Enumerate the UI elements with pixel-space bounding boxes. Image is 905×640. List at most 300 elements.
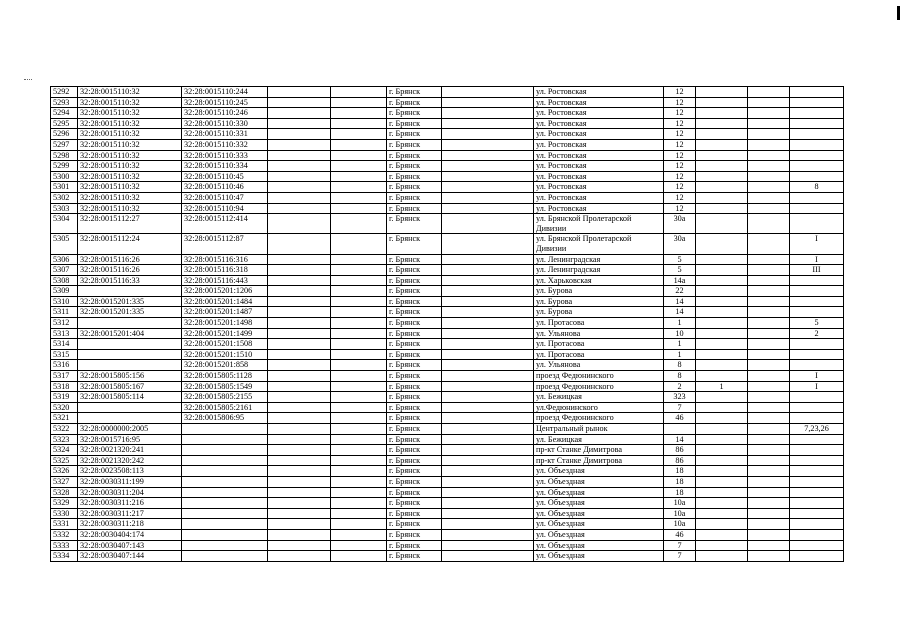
cell-object-cadastral-number: 32:28:0015110:246 bbox=[182, 108, 268, 119]
cell-street: ул. Бурова bbox=[534, 286, 664, 297]
cell-building bbox=[696, 286, 748, 297]
cell-street: ул.Федюнинского bbox=[534, 402, 664, 413]
cell-object-cadastral-number bbox=[182, 529, 268, 540]
cell-row-number: 5298 bbox=[51, 150, 78, 161]
cell-blank-col-4 bbox=[268, 139, 331, 150]
cell-row-number: 5320 bbox=[51, 402, 78, 413]
cell-street: ул. Объездная bbox=[534, 466, 664, 477]
cell-house-number: 2 bbox=[664, 381, 696, 392]
cell-object-cadastral-number bbox=[182, 508, 268, 519]
cell-blank-col-4 bbox=[268, 108, 331, 119]
cell-land-cadastral-number bbox=[78, 360, 182, 371]
cell-house-number: 30а bbox=[664, 234, 696, 254]
cell-land-cadastral-number: 32:28:0030311:204 bbox=[78, 487, 182, 498]
cell-premises bbox=[790, 551, 844, 562]
cell-blank-col-4 bbox=[268, 371, 331, 382]
cell-building bbox=[696, 424, 748, 435]
cell-city: г. Брянск bbox=[387, 286, 442, 297]
cell-street: ул. Бурова bbox=[534, 296, 664, 307]
cell-city: г. Брянск bbox=[387, 540, 442, 551]
cell-blank-col-5 bbox=[331, 87, 387, 98]
cell-premises bbox=[790, 214, 844, 234]
cell-blank-col-11 bbox=[748, 476, 790, 487]
cell-object-cadastral-number: 32:28:0015110:332 bbox=[182, 139, 268, 150]
cell-blank-col-11 bbox=[748, 487, 790, 498]
cell-city: г. Брянск bbox=[387, 455, 442, 466]
cell-house-number: 5 bbox=[664, 265, 696, 276]
cell-blank-col-4 bbox=[268, 434, 331, 445]
cell-blank-col-11 bbox=[748, 182, 790, 193]
table-row bbox=[51, 349, 844, 360]
table-row bbox=[51, 508, 844, 519]
cell-blank-col-7 bbox=[442, 182, 534, 193]
cell-city: г. Брянск bbox=[387, 466, 442, 477]
cell-blank-col-11 bbox=[748, 424, 790, 435]
cell-building bbox=[696, 434, 748, 445]
cell-blank-col-7 bbox=[442, 254, 534, 265]
cell-land-cadastral-number: 32:28:0015112:24 bbox=[78, 234, 182, 254]
cell-city: г. Брянск bbox=[387, 108, 442, 119]
cell-blank-col-5 bbox=[331, 445, 387, 456]
cell-object-cadastral-number bbox=[182, 551, 268, 562]
cell-land-cadastral-number bbox=[78, 402, 182, 413]
cell-land-cadastral-number: 32:28:0015110:32 bbox=[78, 118, 182, 129]
cell-object-cadastral-number: 32:28:0015110:45 bbox=[182, 171, 268, 182]
cell-blank-col-11 bbox=[748, 371, 790, 382]
cell-premises bbox=[790, 466, 844, 477]
cell-blank-col-11 bbox=[748, 455, 790, 466]
cell-premises: 2 bbox=[790, 328, 844, 339]
cell-street: ул. Протасова bbox=[534, 349, 664, 360]
cell-blank-col-5 bbox=[331, 318, 387, 329]
cell-blank-col-11 bbox=[748, 519, 790, 530]
cell-row-number: 5319 bbox=[51, 392, 78, 403]
cell-street: ул. Ростовская bbox=[534, 161, 664, 172]
cell-building: 1 bbox=[696, 381, 748, 392]
cell-land-cadastral-number: 32:28:0015110:32 bbox=[78, 108, 182, 119]
table-row bbox=[51, 265, 844, 276]
cell-house-number: 12 bbox=[664, 171, 696, 182]
cell-premises bbox=[790, 161, 844, 172]
cell-premises bbox=[790, 413, 844, 424]
cell-house-number: 8 bbox=[664, 371, 696, 382]
cell-object-cadastral-number: 32:28:0015116:443 bbox=[182, 275, 268, 286]
cell-blank-col-5 bbox=[331, 129, 387, 140]
cell-blank-col-4 bbox=[268, 182, 331, 193]
cell-blank-col-5 bbox=[331, 339, 387, 350]
cell-blank-col-4 bbox=[268, 498, 331, 509]
table-row bbox=[51, 540, 844, 551]
cell-blank-col-11 bbox=[748, 339, 790, 350]
cell-blank-col-4 bbox=[268, 413, 331, 424]
cell-street: ул. Ростовская bbox=[534, 203, 664, 214]
cell-row-number: 5326 bbox=[51, 466, 78, 477]
cell-building bbox=[696, 498, 748, 509]
cell-land-cadastral-number: 32:28:0015805:114 bbox=[78, 392, 182, 403]
cell-building bbox=[696, 171, 748, 182]
cell-building bbox=[696, 97, 748, 108]
cell-building bbox=[696, 476, 748, 487]
cell-object-cadastral-number: 32:28:0015110:47 bbox=[182, 192, 268, 203]
cell-house-number: 12 bbox=[664, 182, 696, 193]
cell-house-number: 18 bbox=[664, 466, 696, 477]
cell-blank-col-5 bbox=[331, 360, 387, 371]
cell-city: г. Брянск bbox=[387, 139, 442, 150]
table-row bbox=[51, 182, 844, 193]
cell-row-number: 5310 bbox=[51, 296, 78, 307]
cell-blank-col-4 bbox=[268, 265, 331, 276]
cell-premises bbox=[790, 392, 844, 403]
cell-city: г. Брянск bbox=[387, 97, 442, 108]
cell-row-number: 5324 bbox=[51, 445, 78, 456]
cell-blank-col-11 bbox=[748, 214, 790, 234]
cell-premises: 7,23,26 bbox=[790, 424, 844, 435]
cell-blank-col-11 bbox=[748, 139, 790, 150]
cell-row-number: 5293 bbox=[51, 97, 78, 108]
cell-building bbox=[696, 265, 748, 276]
cell-blank-col-11 bbox=[748, 150, 790, 161]
cell-land-cadastral-number bbox=[78, 413, 182, 424]
cell-row-number: 5309 bbox=[51, 286, 78, 297]
cell-object-cadastral-number bbox=[182, 519, 268, 530]
cell-street: ул. Ленинградская bbox=[534, 265, 664, 276]
cell-city: г. Брянск bbox=[387, 171, 442, 182]
cell-premises bbox=[790, 529, 844, 540]
cell-building bbox=[696, 192, 748, 203]
cell-city: г. Брянск bbox=[387, 487, 442, 498]
cell-blank-col-4 bbox=[268, 286, 331, 297]
cell-blank-col-5 bbox=[331, 392, 387, 403]
cell-row-number: 5292 bbox=[51, 87, 78, 98]
cell-blank-col-7 bbox=[442, 203, 534, 214]
cell-blank-col-11 bbox=[748, 328, 790, 339]
cell-building bbox=[696, 296, 748, 307]
cell-row-number: 5333 bbox=[51, 540, 78, 551]
cell-city: г. Брянск bbox=[387, 296, 442, 307]
cell-blank-col-5 bbox=[331, 434, 387, 445]
cell-object-cadastral-number: 32:28:0015201:1499 bbox=[182, 328, 268, 339]
cell-premises bbox=[790, 139, 844, 150]
cell-building bbox=[696, 445, 748, 456]
table-row bbox=[51, 118, 844, 129]
cell-object-cadastral-number: 32:28:0015201:1508 bbox=[182, 339, 268, 350]
cell-blank-col-4 bbox=[268, 445, 331, 456]
cell-row-number: 5329 bbox=[51, 498, 78, 509]
cell-city: г. Брянск bbox=[387, 150, 442, 161]
table-row bbox=[51, 381, 844, 392]
cell-premises bbox=[790, 434, 844, 445]
cell-premises bbox=[790, 487, 844, 498]
cell-house-number: 46 bbox=[664, 529, 696, 540]
cell-blank-col-7 bbox=[442, 508, 534, 519]
cell-object-cadastral-number: 32:28:0015110:46 bbox=[182, 182, 268, 193]
cell-blank-col-7 bbox=[442, 296, 534, 307]
cell-blank-col-4 bbox=[268, 476, 331, 487]
cell-street: пр-кт Станке Димитрова bbox=[534, 445, 664, 456]
cell-blank-col-5 bbox=[331, 519, 387, 530]
cell-blank-col-7 bbox=[442, 392, 534, 403]
cell-blank-col-7 bbox=[442, 455, 534, 466]
page-edge-mark bbox=[897, 6, 900, 20]
cell-house-number: 18 bbox=[664, 476, 696, 487]
cell-house-number: 10а bbox=[664, 519, 696, 530]
table-row bbox=[51, 402, 844, 413]
cell-street: ул. Ростовская bbox=[534, 129, 664, 140]
cell-blank-col-5 bbox=[331, 487, 387, 498]
cell-blank-col-7 bbox=[442, 118, 534, 129]
cell-blank-col-5 bbox=[331, 466, 387, 477]
cell-blank-col-4 bbox=[268, 318, 331, 329]
cell-blank-col-11 bbox=[748, 381, 790, 392]
table-row bbox=[51, 275, 844, 286]
cell-blank-col-7 bbox=[442, 381, 534, 392]
cell-city: г. Брянск bbox=[387, 307, 442, 318]
cell-house-number: 5 bbox=[664, 254, 696, 265]
cell-blank-col-11 bbox=[748, 286, 790, 297]
cell-blank-col-5 bbox=[331, 498, 387, 509]
cell-blank-col-11 bbox=[748, 161, 790, 172]
cell-house-number: 14 bbox=[664, 434, 696, 445]
cell-blank-col-7 bbox=[442, 275, 534, 286]
cell-building bbox=[696, 392, 748, 403]
table-row bbox=[51, 487, 844, 498]
cell-blank-col-11 bbox=[748, 275, 790, 286]
cell-house-number: 12 bbox=[664, 203, 696, 214]
cell-land-cadastral-number: 32:28:0015805:156 bbox=[78, 371, 182, 382]
table-row bbox=[51, 286, 844, 297]
cell-building bbox=[696, 339, 748, 350]
cell-premises bbox=[790, 445, 844, 456]
cell-blank-col-5 bbox=[331, 97, 387, 108]
table-row bbox=[51, 234, 844, 254]
cell-city: г. Брянск bbox=[387, 551, 442, 562]
table-row bbox=[51, 129, 844, 140]
cell-city: г. Брянск bbox=[387, 360, 442, 371]
cell-premises bbox=[790, 286, 844, 297]
cell-row-number: 5312 bbox=[51, 318, 78, 329]
cell-premises bbox=[790, 508, 844, 519]
table-row bbox=[51, 466, 844, 477]
cell-street: ул. Объездная bbox=[534, 508, 664, 519]
cell-premises: I bbox=[790, 381, 844, 392]
cell-street: ул. Ростовская bbox=[534, 139, 664, 150]
cell-blank-col-5 bbox=[331, 349, 387, 360]
cell-object-cadastral-number bbox=[182, 455, 268, 466]
cell-object-cadastral-number: 32:28:0015201:1498 bbox=[182, 318, 268, 329]
cell-city: г. Брянск bbox=[387, 413, 442, 424]
cell-blank-col-11 bbox=[748, 360, 790, 371]
cell-city: г. Брянск bbox=[387, 129, 442, 140]
cell-object-cadastral-number bbox=[182, 434, 268, 445]
cell-house-number: 86 bbox=[664, 455, 696, 466]
cell-blank-col-11 bbox=[748, 265, 790, 276]
table-row bbox=[51, 296, 844, 307]
cell-blank-col-4 bbox=[268, 328, 331, 339]
cell-blank-col-11 bbox=[748, 129, 790, 140]
cell-land-cadastral-number: 32:28:0015110:32 bbox=[78, 87, 182, 98]
cell-city: г. Брянск bbox=[387, 182, 442, 193]
cell-land-cadastral-number: 32:28:0015110:32 bbox=[78, 150, 182, 161]
cell-row-number: 5334 bbox=[51, 551, 78, 562]
table-row bbox=[51, 171, 844, 182]
cell-blank-col-11 bbox=[748, 349, 790, 360]
cell-blank-col-4 bbox=[268, 540, 331, 551]
cell-house-number: 8 bbox=[664, 360, 696, 371]
cell-street: ул. Ульянова bbox=[534, 328, 664, 339]
cell-blank-col-5 bbox=[331, 307, 387, 318]
cell-house-number: 7 bbox=[664, 540, 696, 551]
cell-building bbox=[696, 328, 748, 339]
cell-object-cadastral-number: 32:28:0015110:245 bbox=[182, 97, 268, 108]
cell-row-number: 5321 bbox=[51, 413, 78, 424]
cell-blank-col-5 bbox=[331, 529, 387, 540]
table-row bbox=[51, 87, 844, 98]
cell-blank-col-5 bbox=[331, 214, 387, 234]
table-row bbox=[51, 498, 844, 509]
cell-house-number: 30а bbox=[664, 214, 696, 234]
cell-house-number bbox=[664, 424, 696, 435]
cell-blank-col-4 bbox=[268, 203, 331, 214]
cell-blank-col-4 bbox=[268, 508, 331, 519]
table-row bbox=[51, 455, 844, 466]
cell-city: г. Брянск bbox=[387, 371, 442, 382]
cell-house-number: 12 bbox=[664, 161, 696, 172]
cell-building bbox=[696, 234, 748, 254]
table-row bbox=[51, 328, 844, 339]
cell-city: г. Брянск bbox=[387, 424, 442, 435]
cell-land-cadastral-number: 32:28:0030311:216 bbox=[78, 498, 182, 509]
scan-dots bbox=[24, 79, 32, 81]
table-row bbox=[51, 519, 844, 530]
cell-city: г. Брянск bbox=[387, 203, 442, 214]
cell-city: г. Брянск bbox=[387, 339, 442, 350]
cell-street: проезд Федюнинского bbox=[534, 381, 664, 392]
cell-land-cadastral-number bbox=[78, 318, 182, 329]
cell-building bbox=[696, 413, 748, 424]
cell-blank-col-4 bbox=[268, 487, 331, 498]
cell-row-number: 5327 bbox=[51, 476, 78, 487]
cell-premises bbox=[790, 455, 844, 466]
cell-building bbox=[696, 318, 748, 329]
cell-blank-col-7 bbox=[442, 129, 534, 140]
cell-blank-col-7 bbox=[442, 214, 534, 234]
cell-blank-col-4 bbox=[268, 424, 331, 435]
cell-house-number: 46 bbox=[664, 413, 696, 424]
table-row bbox=[51, 529, 844, 540]
cell-blank-col-7 bbox=[442, 371, 534, 382]
cell-premises bbox=[790, 402, 844, 413]
cell-building bbox=[696, 487, 748, 498]
cell-row-number: 5323 bbox=[51, 434, 78, 445]
cell-city: г. Брянск bbox=[387, 87, 442, 98]
cell-city: г. Брянск bbox=[387, 529, 442, 540]
cell-blank-col-7 bbox=[442, 108, 534, 119]
cell-premises: III bbox=[790, 265, 844, 276]
cell-house-number: 22 bbox=[664, 286, 696, 297]
cell-blank-col-7 bbox=[442, 540, 534, 551]
cell-blank-col-11 bbox=[748, 392, 790, 403]
cell-blank-col-4 bbox=[268, 381, 331, 392]
cell-building bbox=[696, 455, 748, 466]
cell-land-cadastral-number: 32:28:0015201:335 bbox=[78, 307, 182, 318]
cell-city: г. Брянск bbox=[387, 392, 442, 403]
cell-building bbox=[696, 182, 748, 193]
cell-blank-col-7 bbox=[442, 339, 534, 350]
cell-blank-col-11 bbox=[748, 498, 790, 509]
cell-blank-col-7 bbox=[442, 150, 534, 161]
cell-street: ул. Бурова bbox=[534, 307, 664, 318]
cell-blank-col-4 bbox=[268, 296, 331, 307]
cell-object-cadastral-number: 32:28:0015805:1549 bbox=[182, 381, 268, 392]
cell-street: ул. Объездная bbox=[534, 487, 664, 498]
cell-blank-col-7 bbox=[442, 476, 534, 487]
cell-object-cadastral-number: 32:28:0015805:2161 bbox=[182, 402, 268, 413]
table-row bbox=[51, 434, 844, 445]
cell-blank-col-11 bbox=[748, 171, 790, 182]
cell-blank-col-5 bbox=[331, 234, 387, 254]
cell-blank-col-4 bbox=[268, 161, 331, 172]
cell-land-cadastral-number: 32:28:0015201:335 bbox=[78, 296, 182, 307]
cell-blank-col-7 bbox=[442, 171, 534, 182]
cell-land-cadastral-number: 32:28:0015805:167 bbox=[78, 381, 182, 392]
table-row bbox=[51, 339, 844, 350]
cell-row-number: 5307 bbox=[51, 265, 78, 276]
cell-city: г. Брянск bbox=[387, 234, 442, 254]
cell-house-number: 14 bbox=[664, 296, 696, 307]
cell-house-number: 14а bbox=[664, 275, 696, 286]
cell-row-number: 5295 bbox=[51, 118, 78, 129]
cell-street: ул. Ростовская bbox=[534, 150, 664, 161]
cell-premises bbox=[790, 349, 844, 360]
cell-blank-col-11 bbox=[748, 118, 790, 129]
cell-object-cadastral-number bbox=[182, 498, 268, 509]
cell-street: ул. Протасова bbox=[534, 318, 664, 329]
cell-city: г. Брянск bbox=[387, 118, 442, 129]
cell-land-cadastral-number: 32:28:0030311:218 bbox=[78, 519, 182, 530]
table-row bbox=[51, 161, 844, 172]
cell-land-cadastral-number: 32:28:0015110:32 bbox=[78, 203, 182, 214]
cell-object-cadastral-number: 32:28:0015116:316 bbox=[182, 254, 268, 265]
cell-premises bbox=[790, 519, 844, 530]
cell-blank-col-11 bbox=[748, 87, 790, 98]
cell-land-cadastral-number: 32:28:0030311:217 bbox=[78, 508, 182, 519]
cell-street: ул. Ростовская bbox=[534, 182, 664, 193]
cell-premises bbox=[790, 108, 844, 119]
cell-land-cadastral-number: 32:28:0015201:404 bbox=[78, 328, 182, 339]
cell-row-number: 5313 bbox=[51, 328, 78, 339]
cell-blank-col-4 bbox=[268, 97, 331, 108]
cell-street: ул. Ростовская bbox=[534, 97, 664, 108]
cell-object-cadastral-number bbox=[182, 424, 268, 435]
cell-street: проезд Федюнинского bbox=[534, 371, 664, 382]
cell-premises bbox=[790, 171, 844, 182]
cell-premises bbox=[790, 307, 844, 318]
cell-blank-col-5 bbox=[331, 171, 387, 182]
cell-row-number: 5311 bbox=[51, 307, 78, 318]
cell-city: г. Брянск bbox=[387, 402, 442, 413]
cell-row-number: 5332 bbox=[51, 529, 78, 540]
cell-building bbox=[696, 87, 748, 98]
cell-object-cadastral-number: 32:28:0015805:1128 bbox=[182, 371, 268, 382]
cell-object-cadastral-number: 32:28:0015201:1206 bbox=[182, 286, 268, 297]
cell-object-cadastral-number: 32:28:0015805:2155 bbox=[182, 392, 268, 403]
cell-blank-col-7 bbox=[442, 402, 534, 413]
cell-blank-col-7 bbox=[442, 360, 534, 371]
cell-blank-col-7 bbox=[442, 234, 534, 254]
cell-blank-col-7 bbox=[442, 87, 534, 98]
cell-premises bbox=[790, 540, 844, 551]
cell-street: ул. Объездная bbox=[534, 498, 664, 509]
